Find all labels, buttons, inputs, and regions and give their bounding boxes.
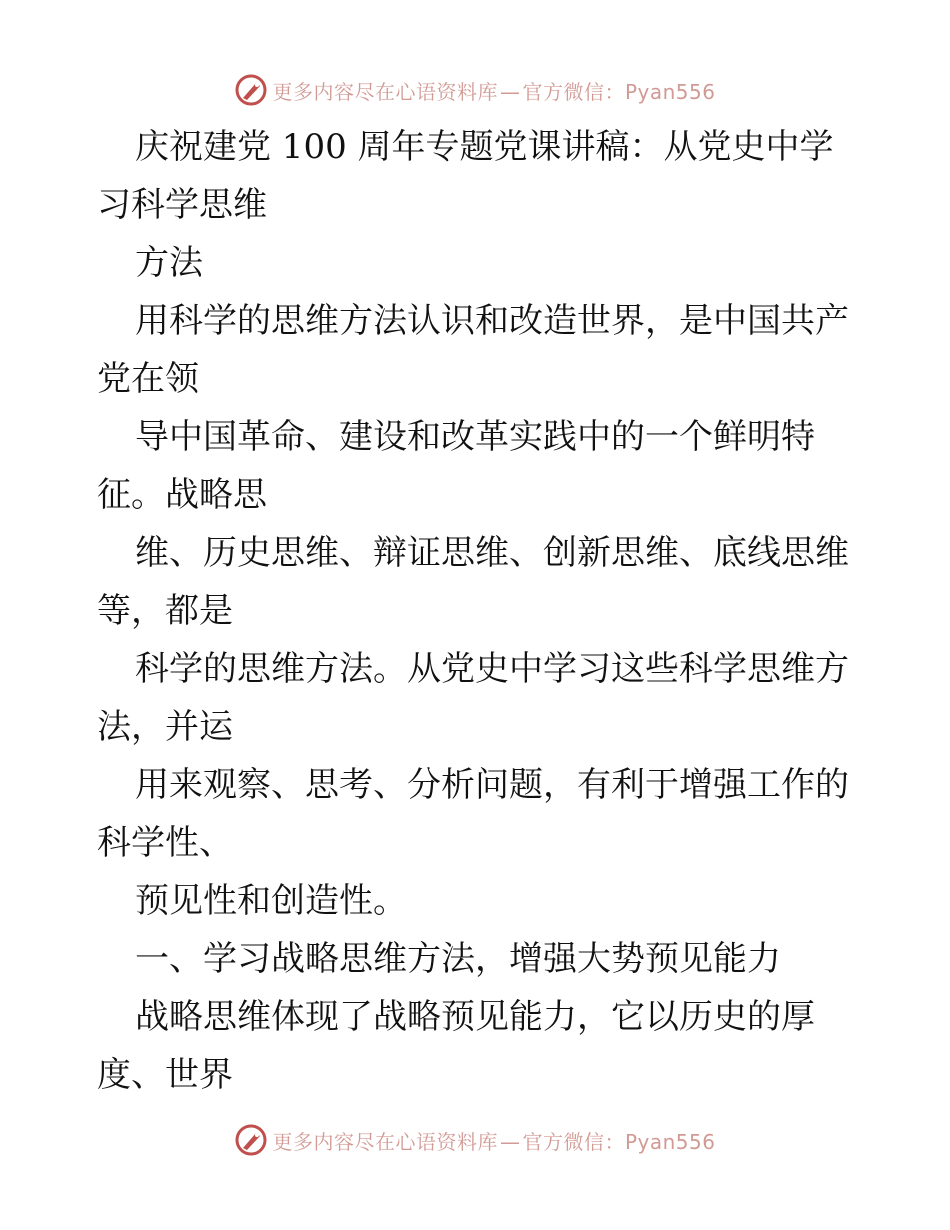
text-line: 用来观察、思考、分析问题，有利于增强工作的 [135,765,849,805]
section-heading [97,930,857,988]
text-line: 用科学的思维方法认识和改造世界，是中国共产 [135,301,849,341]
banner-text [272,1126,715,1155]
body-paragraph [97,756,857,872]
header-banner [0,70,950,110]
pen-nib-circle-icon [234,1123,268,1157]
footer-banner [0,1120,950,1160]
banner-separator: — [499,1129,521,1154]
body-paragraph [97,988,857,1104]
banner-title: 更多内容尽在心语资料库 [272,79,498,104]
body-paragraph [97,872,857,930]
text-line: 一、学习战略思维方法，增强大势预见能力 [135,939,781,979]
title-continuation [97,234,857,292]
body-paragraph [97,292,857,408]
text-line: 维、历史思维、辩证思维、创新思维、底线思维 [135,533,849,573]
text-line: 党在领 [97,359,199,399]
banner-separator: — [499,79,521,104]
banner-text [272,76,715,105]
banner-contact: 官方微信：Pyan556 [522,79,716,104]
text-line: 等，都是 [97,591,233,631]
body-paragraph [97,640,857,756]
body-paragraph [97,524,857,640]
text-line: 战略思维体现了战略预见能力，它以历史的厚 [135,997,815,1037]
text-line: 法，并运 [97,707,233,747]
text-line: 庆祝建党 100 周年专题党课讲稿：从党史中学 [135,127,834,167]
text-line: 导中国革命、建设和改革实践中的一个鲜明特 [135,417,815,457]
text-line: 度、世界 [97,1055,233,1095]
text-line: 科学性、 [97,823,233,863]
document-body [97,118,857,1104]
text-line: 习科学思维 [97,185,267,225]
text-line: 预见性和创造性。 [135,881,407,921]
body-paragraph [97,408,857,524]
text-line: 科学的思维方法。从党史中学习这些科学思维方 [135,649,849,689]
text-line: 方法 [135,243,203,283]
text-line: 征。战略思 [97,475,267,515]
banner-title: 更多内容尽在心语资料库 [272,1129,498,1154]
banner-contact: 官方微信：Pyan556 [522,1129,716,1154]
title-paragraph [97,118,857,234]
pen-nib-circle-icon [234,73,268,107]
